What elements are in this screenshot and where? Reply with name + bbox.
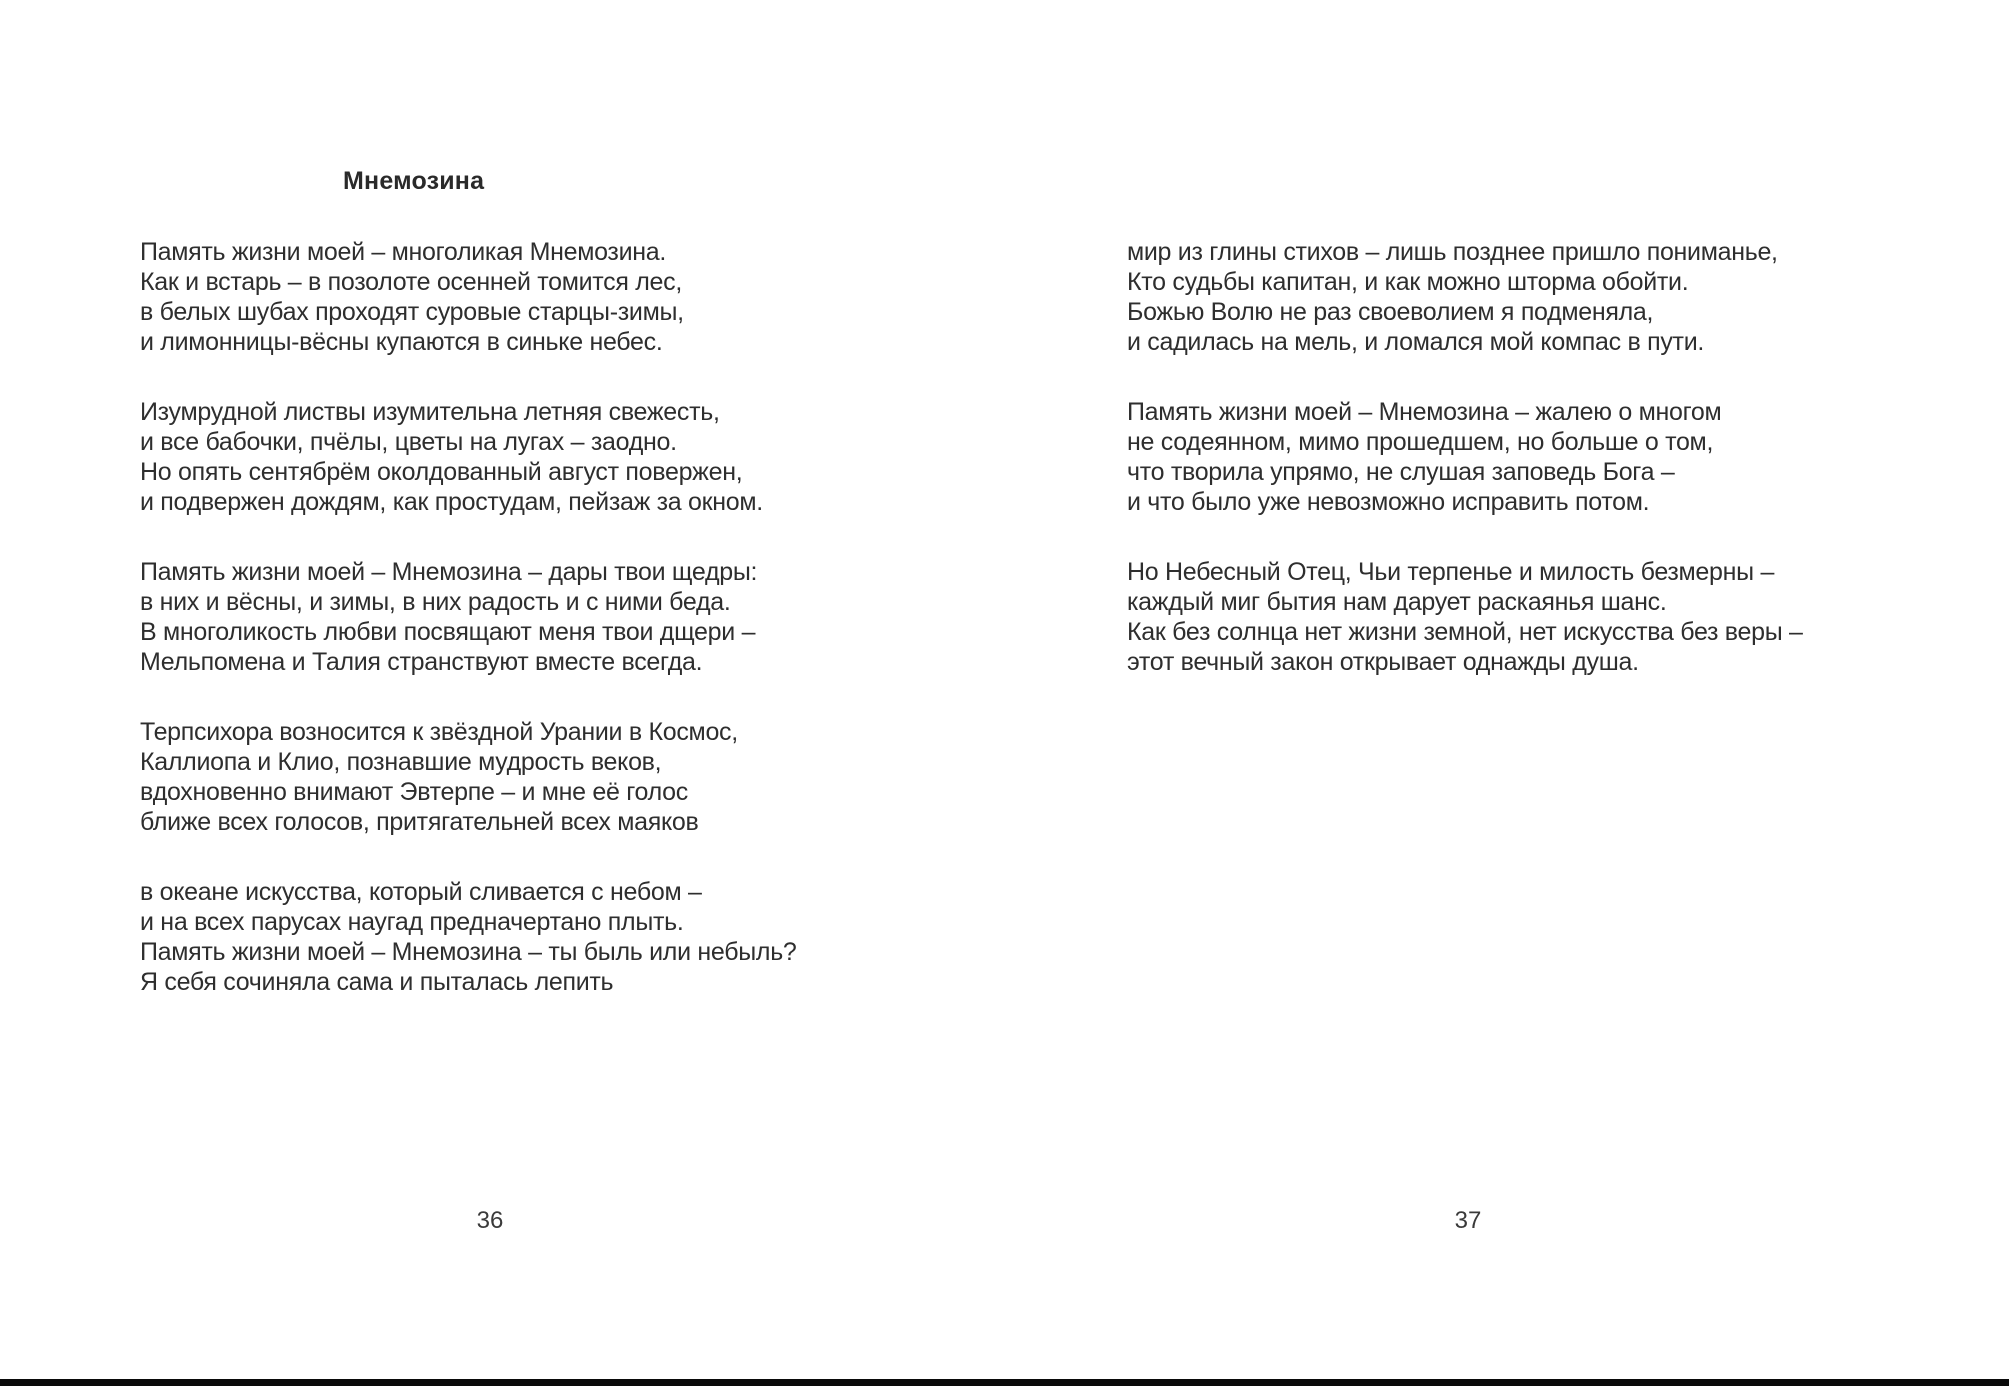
poem-line: Как и встарь – в позолоте осенней томится лес, [140, 268, 682, 296]
poem-line: Память жизни моей – многоликая Мнемозина. [140, 238, 667, 266]
page-number-right: 37 [1454, 1207, 1482, 1234]
poem-line: Но Небесный Отец, Чьи терпенье и милость безмерны – [1127, 558, 1775, 586]
bottom-edge-bar [0, 1379, 2009, 1386]
poem-line: и лимонницы-вёсны купаются в синьке небес. [140, 328, 663, 356]
stanza [140, 717, 900, 837]
poem-line: и садилась на мель, и ломался мой компас в пути. [1127, 328, 1705, 356]
poem-line: Я себя сочиняла сама и пыталась лепить [140, 968, 614, 996]
poem-line: ближе всех голосов, притягательней всех маяков [140, 808, 699, 836]
poem-line: и подвержен дождям, как простудам, пейзаж за окном. [140, 488, 763, 516]
left-page-text [140, 237, 900, 1037]
poem-line: Терпсихора возносится к звёздной Урании в Космос, [140, 718, 738, 746]
page-number-left: 36 [476, 1207, 504, 1234]
stanza [1127, 397, 1887, 517]
right-page-text [1127, 237, 1887, 717]
poem-line: Мельпомена и Талия странствуют вместе всегда. [140, 648, 703, 676]
poem-line: и все бабочки, пчёлы, цветы на лугах – заодно. [140, 428, 677, 456]
poem-line: Кто судьбы капитан, и как можно шторма обойти. [1127, 268, 1689, 296]
stanza [140, 397, 900, 517]
poem-line: в океане искусства, который сливается с небом – [140, 878, 702, 906]
poem-line: и что было уже невозможно исправить потом. [1127, 488, 1650, 516]
poem-line: Память жизни моей – Мнемозина – дары твои щедры: [140, 558, 758, 586]
poem-line: Память жизни моей – Мнемозина – жалею о многом [1127, 398, 1722, 426]
poem-line: В многоликость любви посвящают меня твои дщери – [140, 618, 756, 646]
poem-line: не содеянном, мимо прошедшем, но больше о том, [1127, 428, 1714, 456]
poem-line: Память жизни моей – Мнемозина – ты быль или небыль? [140, 938, 797, 966]
stanza [140, 557, 900, 677]
poem-line: и на всех парусах наугад предначертано плыть. [140, 908, 684, 936]
poem-line: что творила упрямо, не слушая заповедь Бога – [1127, 458, 1675, 486]
stanza [1127, 557, 1887, 677]
poem-line: Каллиопа и Клио, познавшие мудрость веков, [140, 748, 662, 776]
poem-line: Как без солнца нет жизни земной, нет искусства без веры – [1127, 618, 1803, 646]
stanza [140, 237, 900, 357]
poem-line: в них и вёсны, и зимы, в них радость и с ними беда. [140, 588, 731, 616]
stanza [1127, 237, 1887, 357]
poem-line: в белых шубах проходят суровые старцы-зимы, [140, 298, 684, 326]
poem-line: Но опять сентябрём околдованный август повержен, [140, 458, 743, 486]
poem-line: Изумрудной листвы изумительна летняя свежесть, [140, 398, 720, 426]
poem-line: вдохновенно внимают Эвтерпе – и мне её голос [140, 778, 688, 806]
poem-line: каждый миг бытия нам дарует раскаянья шанс. [1127, 588, 1667, 616]
poem-line: Божью Волю не раз своеволием я подменяла, [1127, 298, 1654, 326]
poem-line: этот вечный закон открывает однажды душа. [1127, 648, 1639, 676]
poem-title: Мнемозина [343, 167, 485, 195]
stanza [140, 877, 900, 997]
poem-line: мир из глины стихов – лишь позднее пришло пониманье, [1127, 238, 1778, 266]
